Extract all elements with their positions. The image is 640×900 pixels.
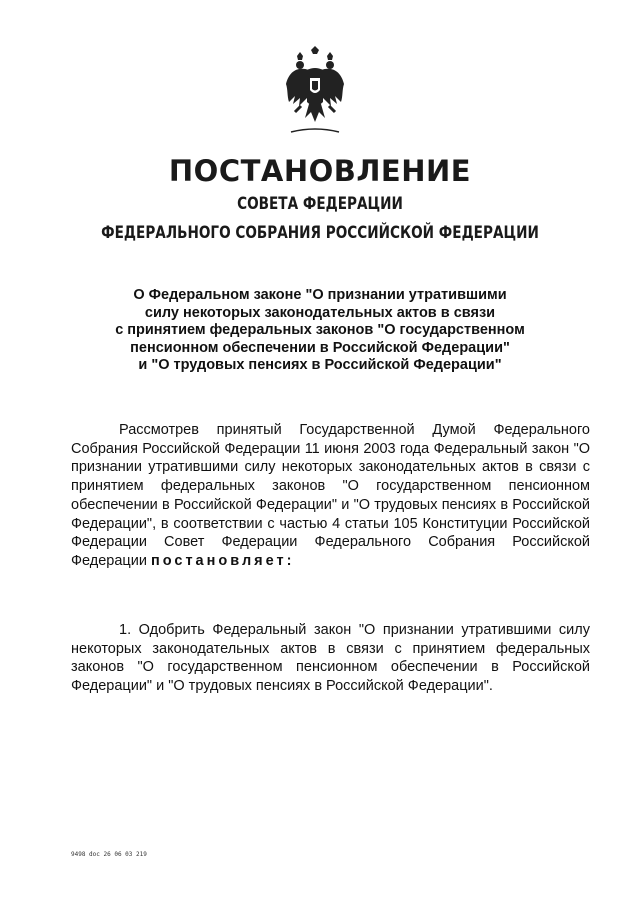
document-title: ПОСТАНОВЛЕНИЕ [168,154,472,188]
resolution-verb: постановляет: [150,552,295,569]
document-subtitle-line2: ФЕДЕРАЛЬНОГО СОБРАНИЯ РОССИЙСКОЙ ФЕДЕРАЦИИ [101,223,539,243]
subject-line: силу некоторых законодательных актов в связи [144,304,496,321]
document-subject [0,287,640,375]
subject-line: О Федеральном законе "О признании утратившими [133,287,507,303]
document-subtitle-line1: СОВЕТА ФЕДЕРАЦИИ [237,194,403,214]
clause-1-paragraph: 1. Одобрить Федеральный закон "О признании утратившими силу некоторых законодательных актов в связи с принятием федеральных законов "О государственном пенсионном обеспечении в Российской Федерации" и "О трудовых пенсиях в Российской Федерации". [71,622,590,695]
emblem [283,46,347,136]
subject-line: и "О трудовых пенсиях в Российской Федерации" [138,357,502,373]
preamble-text: Рассмотрев принятый Государственной Думой Федерального Собрания Российской Федерации 11 июня 2003 года Федеральный закон "О признании утратившими силу некоторых законодательных актов в связи с принятием федеральных законов "О государственном пенсионном обеспечении в Российской Федерации" и "О трудовых пенсиях в Российской Федерации", в соответствии с частью 4 статьи 105 Конституции Российской Федерации Совет Федерации Федерального Собрания Российской Федерации [71,422,590,569]
preamble-paragraph [71,421,590,571]
double-headed-eagle-icon [283,46,347,136]
footer-code: 9498 doc 26 06 03 219 [71,851,147,858]
subject-line: с принятием федеральных законов "О государственном [115,322,525,338]
subject-line: пенсионном обеспечении в Российской Федерации" [130,339,510,356]
